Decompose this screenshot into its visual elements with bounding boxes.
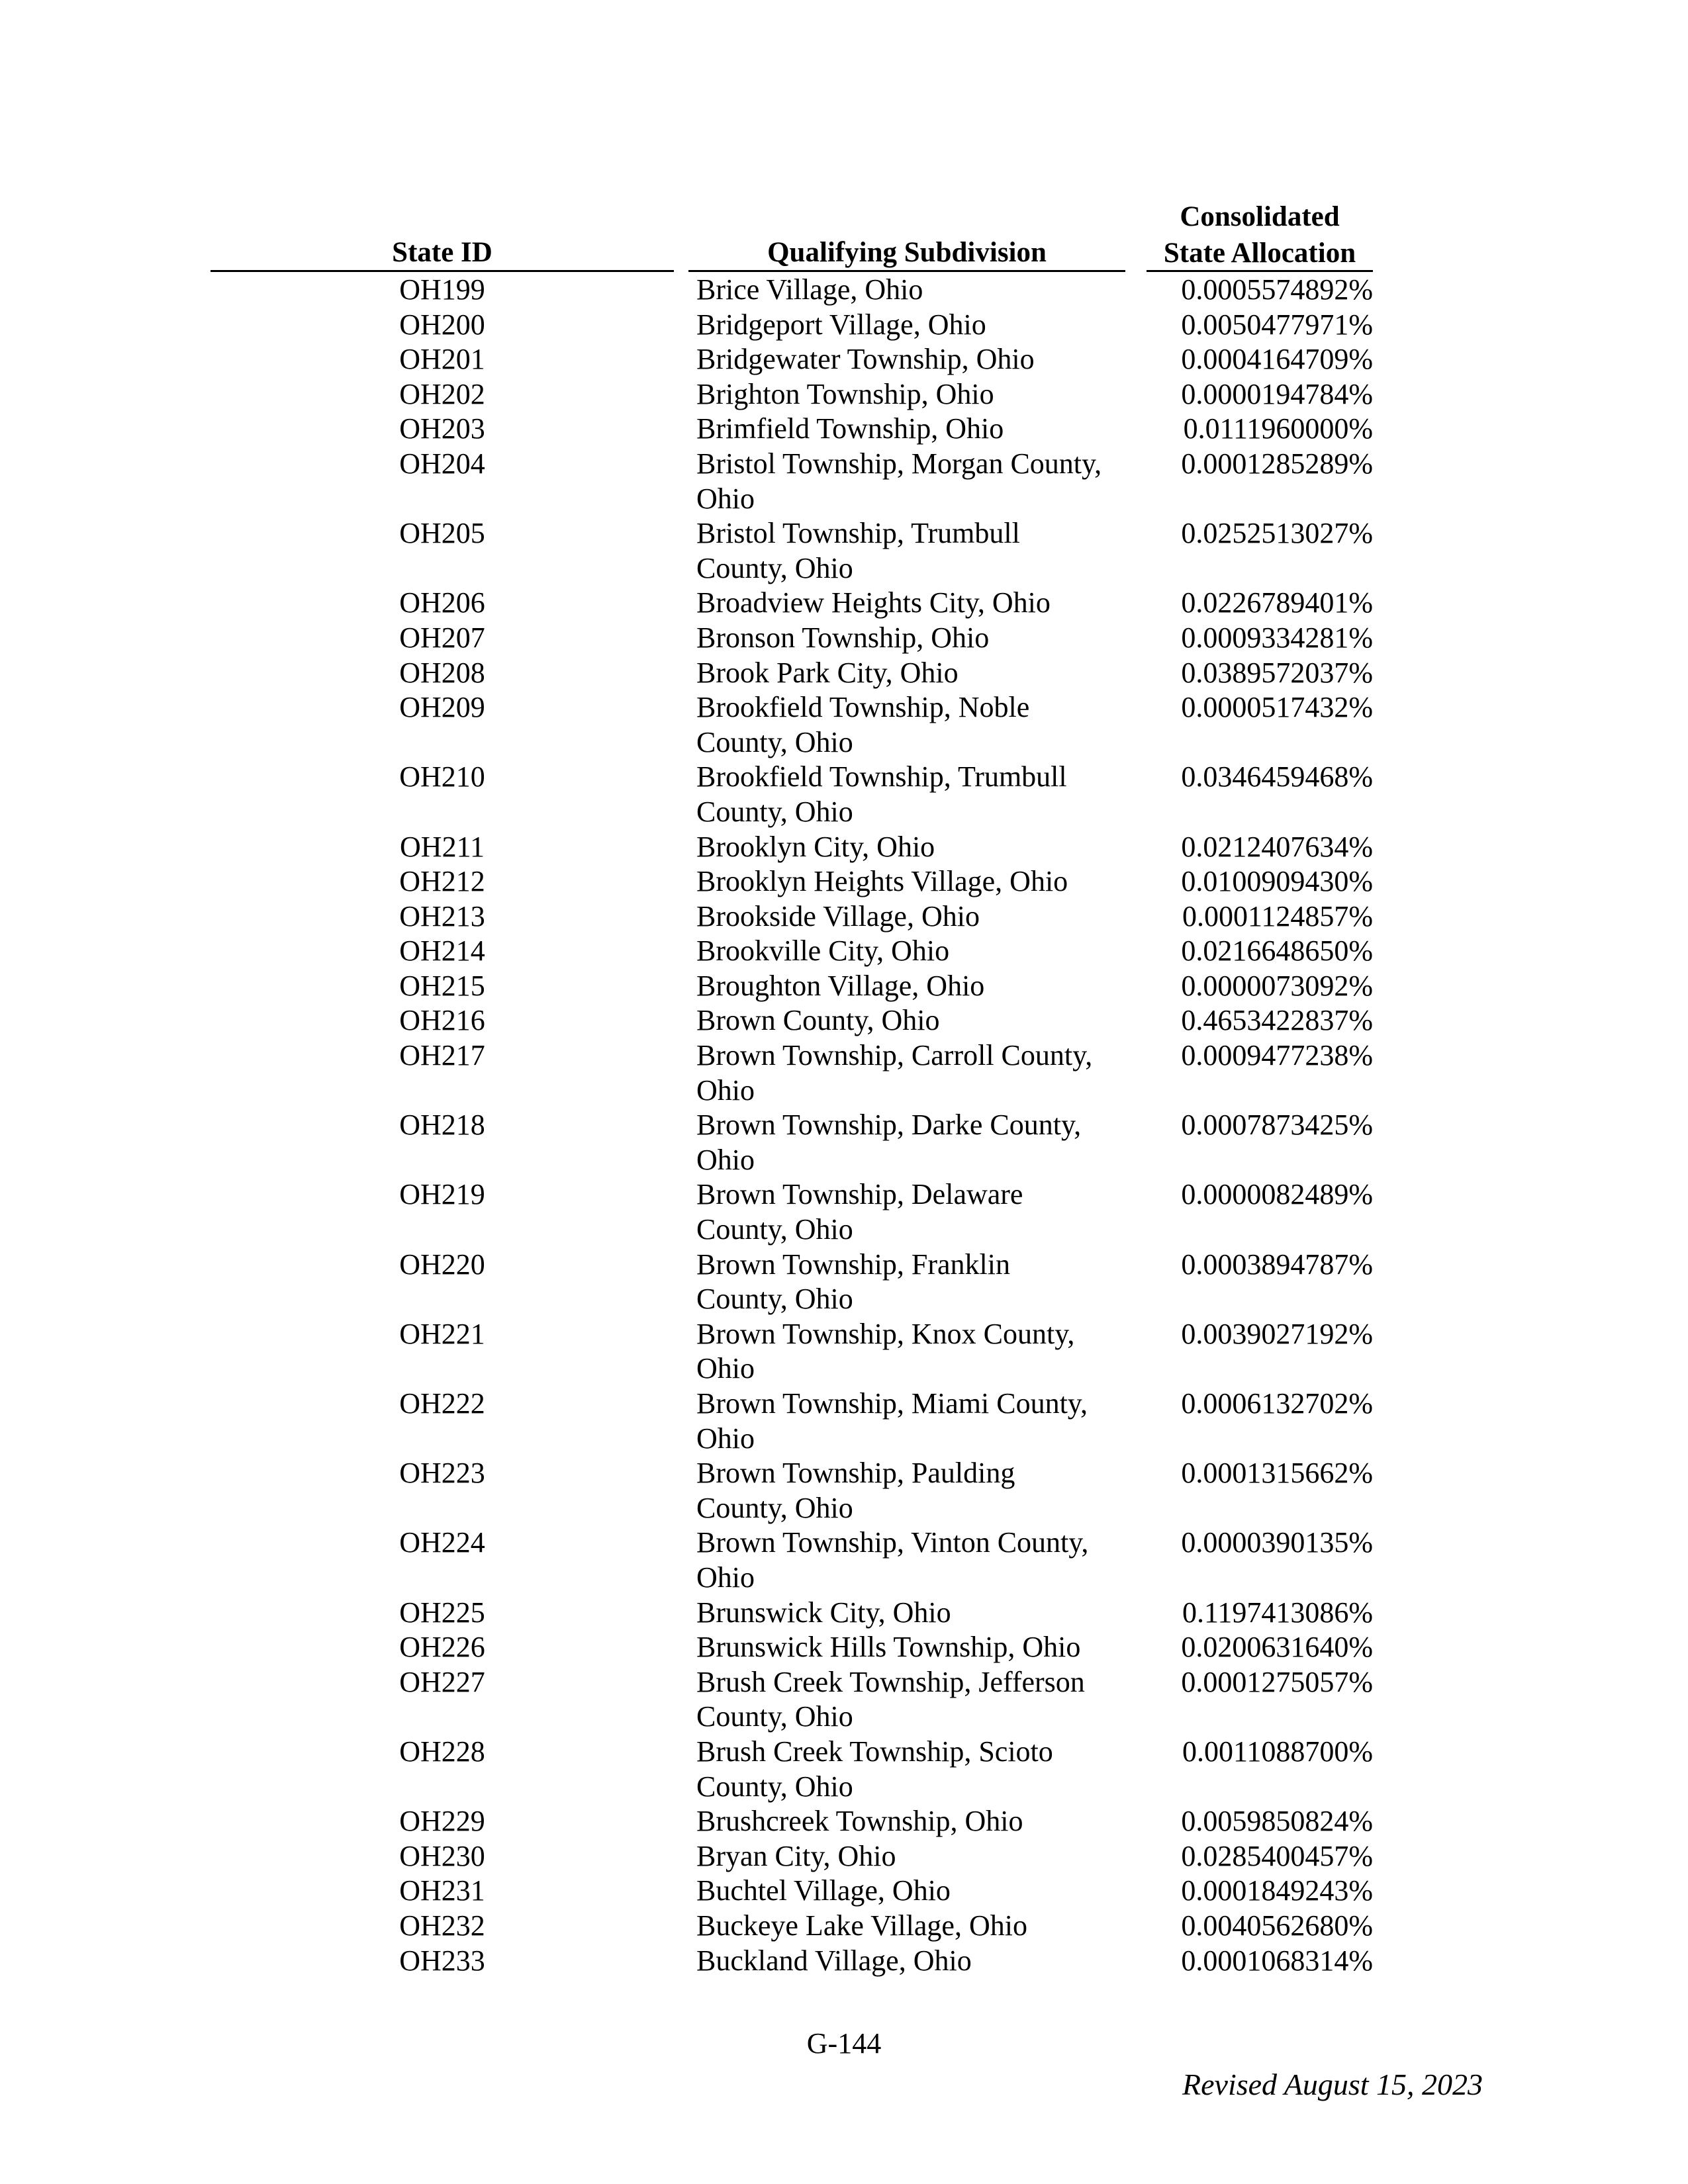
table-row — [0, 1038, 1688, 1108]
subdivision-cell — [696, 1735, 1133, 1804]
state-id-cell: OH223 — [399, 1457, 485, 1490]
subdivision-line: Brimfield Township, Ohio — [696, 412, 1004, 445]
subdivision-cell — [696, 934, 1133, 969]
table-row — [0, 1804, 1688, 1839]
table-row — [0, 1525, 1688, 1595]
table-row — [0, 864, 1688, 899]
table-row — [0, 1003, 1688, 1038]
subdivision-line: County, Ohio — [696, 1491, 853, 1524]
subdivision-line: Brighton Township, Ohio — [696, 377, 994, 410]
subdivision-cell — [696, 1108, 1133, 1177]
header-underline-allocation — [1147, 270, 1373, 272]
table-row — [0, 656, 1688, 691]
header-underline-state-id — [211, 270, 674, 272]
subdivision-cell — [696, 516, 1133, 586]
state-id-cell: OH202 — [399, 377, 485, 410]
subdivision-cell — [696, 1248, 1133, 1317]
subdivision-cell — [696, 1525, 1133, 1595]
subdivision-cell — [696, 342, 1133, 377]
subdivision-cell — [696, 1839, 1133, 1874]
header-underline-subdivision — [688, 270, 1125, 272]
table-row — [0, 1630, 1688, 1665]
subdivision-cell — [696, 690, 1133, 760]
subdivision-line: County, Ohio — [696, 725, 853, 758]
table-row — [0, 760, 1688, 829]
subdivision-cell — [696, 1003, 1133, 1038]
subdivision-cell — [696, 1596, 1133, 1631]
subdivision-line: Brushcreek Township, Ohio — [696, 1805, 1023, 1838]
table-row — [0, 308, 1688, 343]
subdivision-line: Brooklyn City, Ohio — [696, 830, 935, 863]
table-row — [0, 899, 1688, 934]
subdivision-cell — [696, 830, 1133, 865]
table-row — [0, 969, 1688, 1004]
subdivision-line: Brown Township, Darke County, — [696, 1109, 1082, 1142]
allocation-cell: 0.0111960000% — [1183, 412, 1373, 445]
state-id-cell: OH226 — [399, 1631, 485, 1664]
state-id-cell: OH209 — [399, 691, 485, 724]
subdivision-line: Broughton Village, Ohio — [696, 969, 985, 1002]
allocation-cell: 0.0285400457% — [1181, 1839, 1373, 1872]
table-row — [0, 1874, 1688, 1909]
state-id-cell: OH225 — [399, 1596, 485, 1629]
allocation-cell: 0.0216648650% — [1181, 934, 1373, 968]
revision-date: Revised August 15, 2023 — [1182, 2068, 1483, 2101]
allocation-cell: 0.0004164709% — [1181, 343, 1373, 376]
subdivision-cell — [696, 308, 1133, 343]
subdivision-line: Brookfield Township, Noble — [696, 691, 1030, 724]
subdivision-line: County, Ohio — [696, 795, 853, 828]
allocation-cell: 0.1197413086% — [1182, 1596, 1373, 1629]
table-row — [0, 273, 1688, 308]
table-row — [0, 586, 1688, 621]
state-id-cell: OH212 — [399, 865, 485, 898]
allocation-cell: 0.0011088700% — [1182, 1735, 1373, 1768]
table-row — [0, 1839, 1688, 1874]
state-id-cell: OH228 — [399, 1735, 485, 1768]
state-id-cell: OH220 — [399, 1248, 485, 1281]
subdivision-cell — [696, 377, 1133, 412]
allocation-cell: 0.0001285289% — [1181, 447, 1373, 480]
subdivision-line: Buckland Village, Ohio — [696, 1944, 972, 1977]
subdivision-cell — [696, 1804, 1133, 1839]
state-id-cell: OH199 — [399, 273, 485, 306]
allocation-cell: 0.0001315662% — [1181, 1457, 1373, 1490]
table-row — [0, 447, 1688, 516]
subdivision-line: Brown County, Ohio — [696, 1004, 940, 1037]
subdivision-cell — [696, 1177, 1133, 1247]
state-id-cell: OH213 — [399, 899, 485, 933]
subdivision-line: Brown Township, Delaware — [696, 1178, 1023, 1211]
allocation-cell: 0.0000517432% — [1181, 691, 1373, 724]
subdivision-line: County, Ohio — [696, 1700, 853, 1733]
allocation-cell: 0.0007873425% — [1181, 1109, 1373, 1142]
table-row — [0, 830, 1688, 865]
table-row — [0, 1596, 1688, 1631]
state-id-cell: OH217 — [399, 1039, 485, 1072]
subdivision-cell — [696, 447, 1133, 516]
table-row — [0, 621, 1688, 656]
subdivision-line: Brush Creek Township, Jefferson — [696, 1665, 1085, 1698]
header-qualifying-subdivision: Qualifying Subdivision — [767, 237, 1047, 268]
state-id-cell: OH232 — [399, 1909, 485, 1942]
allocation-cell: 0.0000390135% — [1181, 1526, 1373, 1559]
allocation-cell: 0.4653422837% — [1181, 1004, 1373, 1037]
state-id-cell: OH203 — [399, 412, 485, 445]
table-row — [0, 1456, 1688, 1525]
subdivision-line: Brown Township, Miami County, — [696, 1387, 1088, 1420]
subdivision-line: Ohio — [696, 1352, 755, 1385]
subdivision-line: Brown Township, Carroll County, — [696, 1039, 1093, 1072]
table-row — [0, 516, 1688, 586]
state-id-cell: OH224 — [399, 1526, 485, 1559]
state-id-cell: OH231 — [399, 1874, 485, 1907]
state-id-cell: OH229 — [399, 1805, 485, 1838]
subdivision-line: Bridgeport Village, Ohio — [696, 308, 986, 341]
state-id-cell: OH215 — [399, 969, 485, 1002]
header-consolidated-state-allocation — [1147, 199, 1373, 271]
subdivision-line: County, Ohio — [696, 1283, 853, 1316]
subdivision-cell — [696, 1630, 1133, 1665]
subdivision-cell — [696, 864, 1133, 899]
state-id-cell: OH207 — [399, 621, 485, 654]
state-id-cell: OH210 — [399, 760, 485, 794]
subdivision-line: Brown Township, Franklin — [696, 1248, 1011, 1281]
table-row — [0, 342, 1688, 377]
table-row — [0, 1108, 1688, 1177]
table-row — [0, 1387, 1688, 1456]
subdivision-line: Ohio — [696, 482, 755, 515]
state-id-cell: OH206 — [399, 586, 485, 619]
state-id-cell: OH216 — [399, 1004, 485, 1037]
subdivision-line: Brook Park City, Ohio — [696, 656, 959, 689]
state-id-cell: OH230 — [399, 1839, 485, 1872]
table-row — [0, 1665, 1688, 1735]
table-row — [0, 1944, 1688, 1979]
allocation-cell: 0.0009477238% — [1181, 1039, 1373, 1072]
allocation-cell: 0.0005574892% — [1181, 273, 1373, 306]
allocation-cell: 0.0212407634% — [1181, 830, 1373, 863]
allocation-cell: 0.0389572037% — [1181, 656, 1373, 689]
subdivision-cell — [696, 1909, 1133, 1944]
allocation-cell: 0.0001849243% — [1181, 1874, 1373, 1907]
allocation-cell: 0.0039027192% — [1181, 1317, 1373, 1350]
table-row — [0, 690, 1688, 760]
subdivision-line: Broadview Heights City, Ohio — [696, 586, 1051, 619]
header-state-id: State ID — [392, 237, 492, 268]
subdivision-line: Bristol Township, Trumbull — [696, 517, 1020, 550]
allocation-cell: 0.0252513027% — [1181, 517, 1373, 550]
state-id-cell: OH219 — [399, 1178, 485, 1211]
subdivision-line: Brookville City, Ohio — [696, 934, 950, 968]
state-id-cell: OH218 — [399, 1109, 485, 1142]
table-row — [0, 1177, 1688, 1247]
state-id-cell: OH204 — [399, 447, 485, 480]
state-id-cell: OH233 — [399, 1944, 485, 1977]
subdivision-cell — [696, 412, 1133, 447]
allocation-cell: 0.0001124857% — [1182, 899, 1373, 933]
subdivision-line: Bristol Township, Morgan County, — [696, 447, 1102, 480]
table-row — [0, 1317, 1688, 1387]
allocation-cell: 0.0200631640% — [1181, 1631, 1373, 1664]
allocation-table-body — [0, 273, 1688, 1978]
subdivision-line: Brown Township, Paulding — [696, 1457, 1015, 1490]
header-allocation-line2: State Allocation — [1163, 238, 1356, 269]
allocation-cell: 0.0346459468% — [1181, 760, 1373, 794]
subdivision-line: Bryan City, Ohio — [696, 1839, 896, 1872]
state-id-cell: OH211 — [400, 830, 485, 863]
header-allocation-line1: Consolidated — [1180, 201, 1340, 232]
subdivision-cell — [696, 1317, 1133, 1387]
allocation-cell: 0.0050477971% — [1181, 308, 1373, 341]
table-row — [0, 1248, 1688, 1317]
allocation-cell: 0.0040562680% — [1181, 1909, 1373, 1942]
subdivision-line: Ohio — [696, 1073, 755, 1107]
page-number: G-144 — [806, 2027, 882, 2060]
subdivision-cell — [696, 1944, 1133, 1979]
allocation-cell: 0.0001068314% — [1181, 1944, 1373, 1977]
subdivision-line: Brunswick Hills Township, Ohio — [696, 1631, 1081, 1664]
subdivision-cell — [696, 1387, 1133, 1456]
subdivision-cell — [696, 760, 1133, 829]
subdivision-cell — [696, 1665, 1133, 1735]
subdivision-line: Brown Township, Knox County, — [696, 1317, 1075, 1350]
state-id-cell: OH227 — [399, 1665, 485, 1698]
allocation-cell: 0.0006132702% — [1181, 1387, 1373, 1420]
state-id-cell: OH214 — [399, 934, 485, 968]
state-id-cell: OH221 — [399, 1317, 485, 1350]
subdivision-line: County, Ohio — [696, 1213, 853, 1246]
subdivision-line: Ohio — [696, 1422, 755, 1455]
subdivision-line: Buckeye Lake Village, Ohio — [696, 1909, 1027, 1942]
subdivision-line: Brookfield Township, Trumbull — [696, 760, 1067, 794]
allocation-cell: 0.0001275057% — [1181, 1665, 1373, 1698]
table-row — [0, 1909, 1688, 1944]
subdivision-cell — [696, 1038, 1133, 1108]
subdivision-line: Buchtel Village, Ohio — [696, 1874, 951, 1907]
table-row — [0, 1735, 1688, 1804]
allocation-cell: 0.0100909430% — [1181, 865, 1373, 898]
subdivision-cell — [696, 586, 1133, 621]
subdivision-line: Brookside Village, Ohio — [696, 899, 980, 933]
subdivision-cell — [696, 621, 1133, 656]
allocation-cell: 0.0003894787% — [1181, 1248, 1373, 1281]
subdivision-line: Brown Township, Vinton County, — [696, 1526, 1089, 1559]
subdivision-line: Brooklyn Heights Village, Ohio — [696, 865, 1068, 898]
table-row — [0, 934, 1688, 969]
allocation-cell: 0.0000194784% — [1181, 377, 1373, 410]
state-id-cell: OH205 — [399, 517, 485, 550]
state-id-cell: OH201 — [399, 343, 485, 376]
subdivision-cell — [696, 969, 1133, 1004]
subdivision-line: Brush Creek Township, Scioto — [696, 1735, 1053, 1768]
subdivision-line: County, Ohio — [696, 551, 853, 584]
table-row — [0, 412, 1688, 447]
subdivision-cell — [696, 1874, 1133, 1909]
state-id-cell: OH222 — [399, 1387, 485, 1420]
subdivision-cell — [696, 899, 1133, 934]
subdivision-cell — [696, 273, 1133, 308]
state-id-cell: OH200 — [399, 308, 485, 341]
allocation-cell: 0.0059850824% — [1181, 1805, 1373, 1838]
allocation-cell: 0.0226789401% — [1181, 586, 1373, 619]
state-id-cell: OH208 — [399, 656, 485, 689]
subdivision-cell — [696, 656, 1133, 691]
subdivision-line: Ohio — [696, 1561, 755, 1594]
allocation-cell: 0.0000082489% — [1181, 1178, 1373, 1211]
subdivision-line: County, Ohio — [696, 1770, 853, 1803]
table-row — [0, 377, 1688, 412]
allocation-cell: 0.0009334281% — [1181, 621, 1373, 654]
subdivision-line: Bridgewater Township, Ohio — [696, 343, 1035, 376]
subdivision-cell — [696, 1456, 1133, 1525]
subdivision-line: Bronson Township, Ohio — [696, 621, 990, 654]
allocation-cell: 0.0000073092% — [1181, 969, 1373, 1002]
subdivision-line: Brice Village, Ohio — [696, 273, 923, 306]
subdivision-line: Brunswick City, Ohio — [696, 1596, 951, 1629]
subdivision-line: Ohio — [696, 1143, 755, 1176]
